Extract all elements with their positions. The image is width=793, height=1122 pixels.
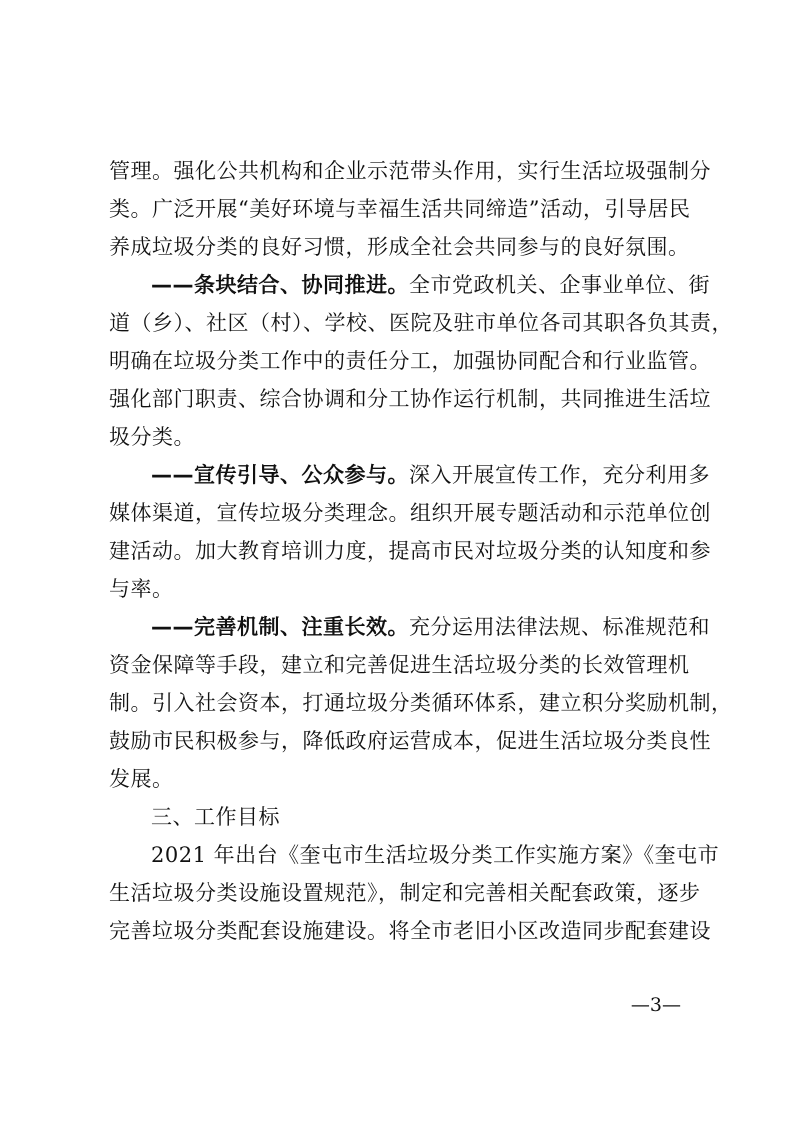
principle-1-line-3: 明确在垃圾分类工作中的责任分工，加强协同配合和行业监管。 <box>109 349 711 373</box>
principle-2-title: 宣传引导、公众参与。 <box>194 463 409 487</box>
principle-3-line-3: 制。引入社会资本，打通垃圾分类循环体系，建立积分奖励机制， <box>109 691 733 715</box>
section-heading: 三、工作目标 <box>151 805 280 829</box>
principle-2-first-text: 深入开展宣传工作，充分利用多 <box>409 463 710 487</box>
principle-1-title: 条块结合、协同推进。 <box>194 273 409 297</box>
principle-3-title: 完善机制、注重长效。 <box>194 615 409 639</box>
goals-line-1: 2021 年出台《奎屯市生活垃圾分类工作实施方案》《奎屯市 <box>151 843 720 867</box>
goals-line-2: 生活垃圾分类设施设置规范》，制定和完善相关配套政策，逐步 <box>109 881 701 905</box>
principle-1-first-line <box>109 266 710 304</box>
principle-1-prefix: —— <box>151 273 194 297</box>
page-number: —3— <box>630 994 681 1016</box>
principle-1-first-text: 全市党政机关、企事业单位、街 <box>409 273 710 297</box>
principle-2-line-3: 建活动。加大教育培训力度，提高市民对垃圾分类的认知度和参 <box>109 539 711 563</box>
intro-line-2: 类。广泛开展“美好环境与幸福生活共同缔造”活动，引导居民 <box>109 197 691 221</box>
body-text <box>109 152 733 950</box>
principle-2-prefix: —— <box>151 463 194 487</box>
principle-1-line-4: 强化部门职责、综合协调和分工协作运行机制，共同推进生活垃 <box>109 387 711 411</box>
principle-3-first-line <box>109 608 710 646</box>
principle-3-first-text: 充分运用法律法规、标准规范和 <box>409 615 710 639</box>
principle-3-line-5: 发展。 <box>109 767 174 791</box>
principle-3-prefix: —— <box>151 615 194 639</box>
principle-2-line-2: 媒体渠道，宣传垃圾分类理念。组织开展专题活动和示范单位创 <box>109 501 711 525</box>
principle-3-line-2: 资金保障等手段，建立和完善促进生活垃圾分类的长效管理机 <box>109 653 690 677</box>
principle-1-line-5: 圾分类。 <box>109 425 195 449</box>
intro-line-1: 管理。强化公共机构和企业示范带头作用，实行生活垃圾强制分 <box>109 159 711 183</box>
goals-line-3: 完善垃圾分类配套设施建设。将全市老旧小区改造同步配套建设 <box>109 919 711 943</box>
principle-2-line-4: 与率。 <box>109 577 174 601</box>
principle-2-first-line <box>109 456 710 494</box>
intro-line-3: 养成垃圾分类的良好习惯，形成全社会共同参与的良好氛围。 <box>109 235 690 259</box>
principle-3-line-4: 鼓励市民积极参与，降低政府运营成本，促进生活垃圾分类良性 <box>109 729 711 753</box>
principle-1-line-2: 道（乡）、社区（村）、学校、医院及驻市单位各司其职各负其责， <box>109 311 733 335</box>
